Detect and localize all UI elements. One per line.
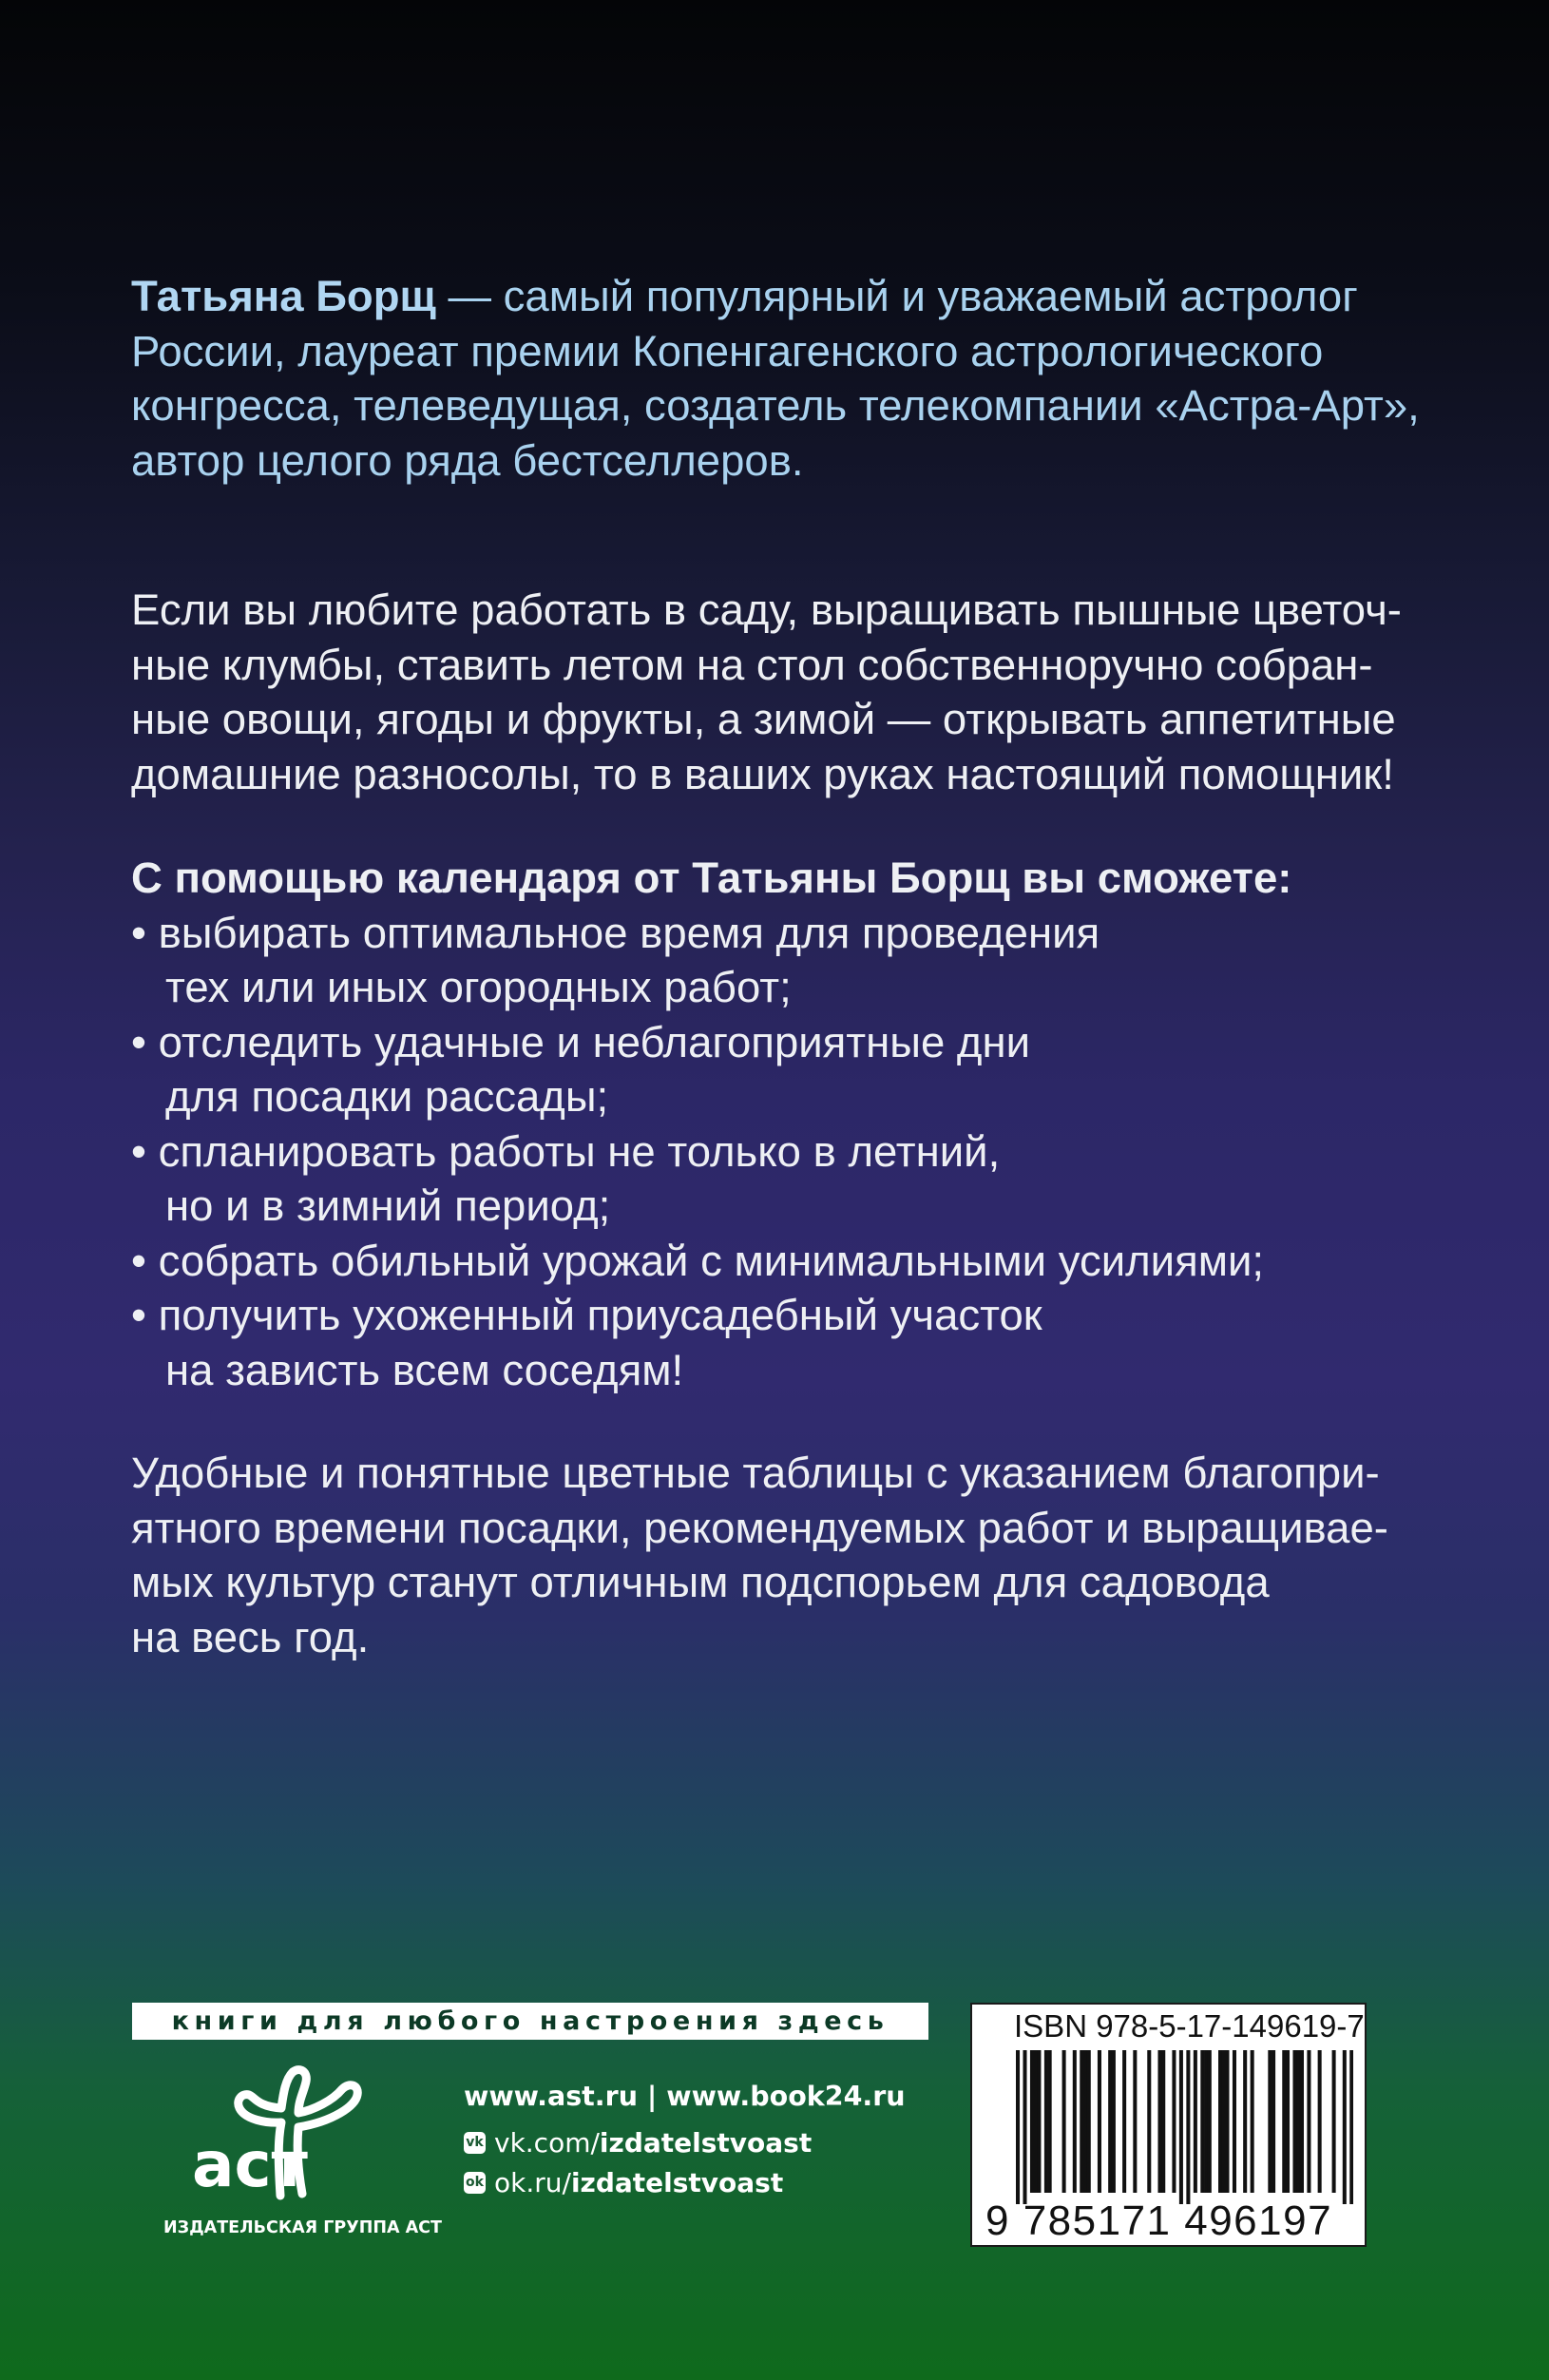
bullet: • — [131, 1236, 146, 1285]
ast-logo — [190, 2061, 390, 2201]
ok-icon: ok — [464, 2172, 486, 2194]
barcode-bar — [1286, 2050, 1290, 2193]
barcode-bar — [1200, 2050, 1204, 2193]
author-bio-line: Татьяна Борщ — самый популярный и уважаемый астролог — [131, 272, 1358, 320]
intro-line: Если вы любите работать в саду, выращивать пышные цветоч- — [131, 585, 1402, 634]
barcode-bar — [1204, 2050, 1208, 2193]
barcode-bar — [1112, 2050, 1116, 2193]
barcode-bar — [1161, 2050, 1165, 2193]
barcode-bar — [1194, 2050, 1197, 2193]
barcode-bar — [1034, 2050, 1038, 2193]
barcode-bar — [1307, 2050, 1310, 2193]
barcode-bar — [1343, 2050, 1347, 2204]
barcode-bar — [1218, 2050, 1222, 2193]
closing-line: мых культур станут отличным подспорьем для садовода — [131, 1558, 1270, 1606]
barcode-bar — [1098, 2050, 1101, 2193]
author-name: Татьяна Борщ — [131, 272, 436, 320]
list-item: • отследить удачные и неблагоприятные дни — [131, 1017, 1031, 1066]
intro-line: домашние разносолы, то в ваших руках настоящий помощник! — [131, 749, 1394, 798]
barcode-bar — [1048, 2050, 1052, 2193]
barcode-bar — [1157, 2050, 1161, 2193]
bullet: • — [131, 908, 146, 957]
barcode-bar — [1300, 2050, 1304, 2193]
barcode-bar — [1349, 2050, 1353, 2204]
barcode-bar — [1282, 2050, 1286, 2193]
barcode-bar — [1062, 2050, 1066, 2193]
intro-paragraph — [131, 583, 1402, 801]
barcode-bar — [1083, 2050, 1087, 2193]
barcode — [970, 2003, 1367, 2247]
ean-digits: 9 785171 496197 — [985, 2198, 1333, 2244]
barcode-bar — [1222, 2050, 1226, 2193]
list-item: • выбирать оптимальное время для проведения — [131, 908, 1100, 957]
barcode-bar — [1037, 2050, 1041, 2193]
vk-link[interactable]: vk vk.com/ izdatelstvoast — [464, 2127, 812, 2159]
barcode-bar — [1332, 2050, 1336, 2193]
publisher-name: ИЗДАТЕЛЬСКАЯ ГРУППА АСТ — [163, 2218, 442, 2237]
barcode-bar — [1179, 2050, 1183, 2204]
barcode-bar — [1296, 2050, 1300, 2193]
barcode-bar — [1023, 2050, 1026, 2204]
intro-line: ные овощи, ягоды и фрукты, а зимой — открывать аппетитные — [131, 695, 1396, 743]
logo-text: аст — [192, 2128, 308, 2201]
list-item-continuation: тех или иных огородных работ; — [165, 963, 792, 1011]
barcode-bar — [1272, 2050, 1275, 2193]
isbn-label: ISBN 978-5-17-149619-7 — [1014, 2008, 1365, 2044]
barcode-bar — [1233, 2050, 1236, 2193]
benefits-heading: С помощью календаря от Татьяны Борщ вы сможете: — [131, 854, 1292, 902]
barcode-bar — [1172, 2050, 1176, 2193]
benefits-list — [131, 851, 1291, 1397]
closing-line: на весь год. — [131, 1612, 370, 1661]
barcode-bar — [1030, 2050, 1034, 2193]
closing-line: Удобные и понятные цветные таблицы с указанием благопри- — [131, 1449, 1380, 1497]
bullet: • — [131, 1291, 146, 1339]
barcode-bar — [1073, 2050, 1077, 2193]
vk-icon: vk — [464, 2132, 486, 2154]
bullet: • — [131, 1017, 146, 1066]
intro-line: ные клумбы, ставить летом на стол собственноручно собран- — [131, 640, 1373, 689]
closing-line: ятного времени посадки, рекомендуемых работ и выращивае- — [131, 1503, 1388, 1552]
barcode-bar — [1318, 2050, 1322, 2193]
barcode-bar — [1251, 2050, 1254, 2193]
barcode-bar — [1108, 2050, 1112, 2193]
list-item: • спланировать работы не только в летний, — [131, 1126, 1001, 1176]
closing-paragraph — [131, 1446, 1388, 1664]
barcode-bar — [1122, 2050, 1126, 2193]
barcode-bar — [1243, 2050, 1247, 2193]
barcode-bar — [1147, 2050, 1151, 2193]
barcode-bar — [1292, 2050, 1296, 2193]
list-item: • получить ухоженный приусадебный участок — [131, 1291, 1042, 1339]
bullet: • — [131, 1126, 146, 1176]
ok-link[interactable]: ok ok.ru/ izdatelstvoast — [464, 2167, 783, 2198]
barcode-bar — [1225, 2050, 1229, 2193]
author-bio — [131, 269, 1420, 488]
list-item-continuation: для посадки рассады; — [165, 1072, 609, 1121]
author-bio-line: конгресса, телеведущая, создатель телекомпании «Астра-Арт», — [131, 381, 1420, 430]
list-item: • собрать обильный урожай с минимальными усилиями; — [131, 1236, 1265, 1285]
author-bio-line: автор целого ряда бестселлеров. — [131, 435, 804, 485]
barcode-bar — [1186, 2050, 1190, 2204]
barcode-bar — [1268, 2050, 1272, 2193]
barcode-bars — [1016, 2050, 1353, 2204]
barcode-bar — [1133, 2050, 1137, 2193]
list-item-continuation: на зависть всем соседям! — [165, 1345, 684, 1394]
barcode-bar — [1016, 2050, 1020, 2204]
list-item-continuation: но и в зимний период; — [165, 1181, 611, 1230]
barcode-bar — [1208, 2050, 1212, 2193]
website-links[interactable]: www.ast.ru | www.book24.ru — [464, 2081, 906, 2112]
slogan-banner: книги для любого настроения здесь — [132, 2003, 928, 2040]
barcode-bar — [1044, 2050, 1048, 2193]
author-bio-line: России, лауреат премии Копенгагенского астрологического — [131, 326, 1324, 375]
barcode-bar — [1087, 2050, 1091, 2193]
barcode-bar — [1080, 2050, 1083, 2193]
